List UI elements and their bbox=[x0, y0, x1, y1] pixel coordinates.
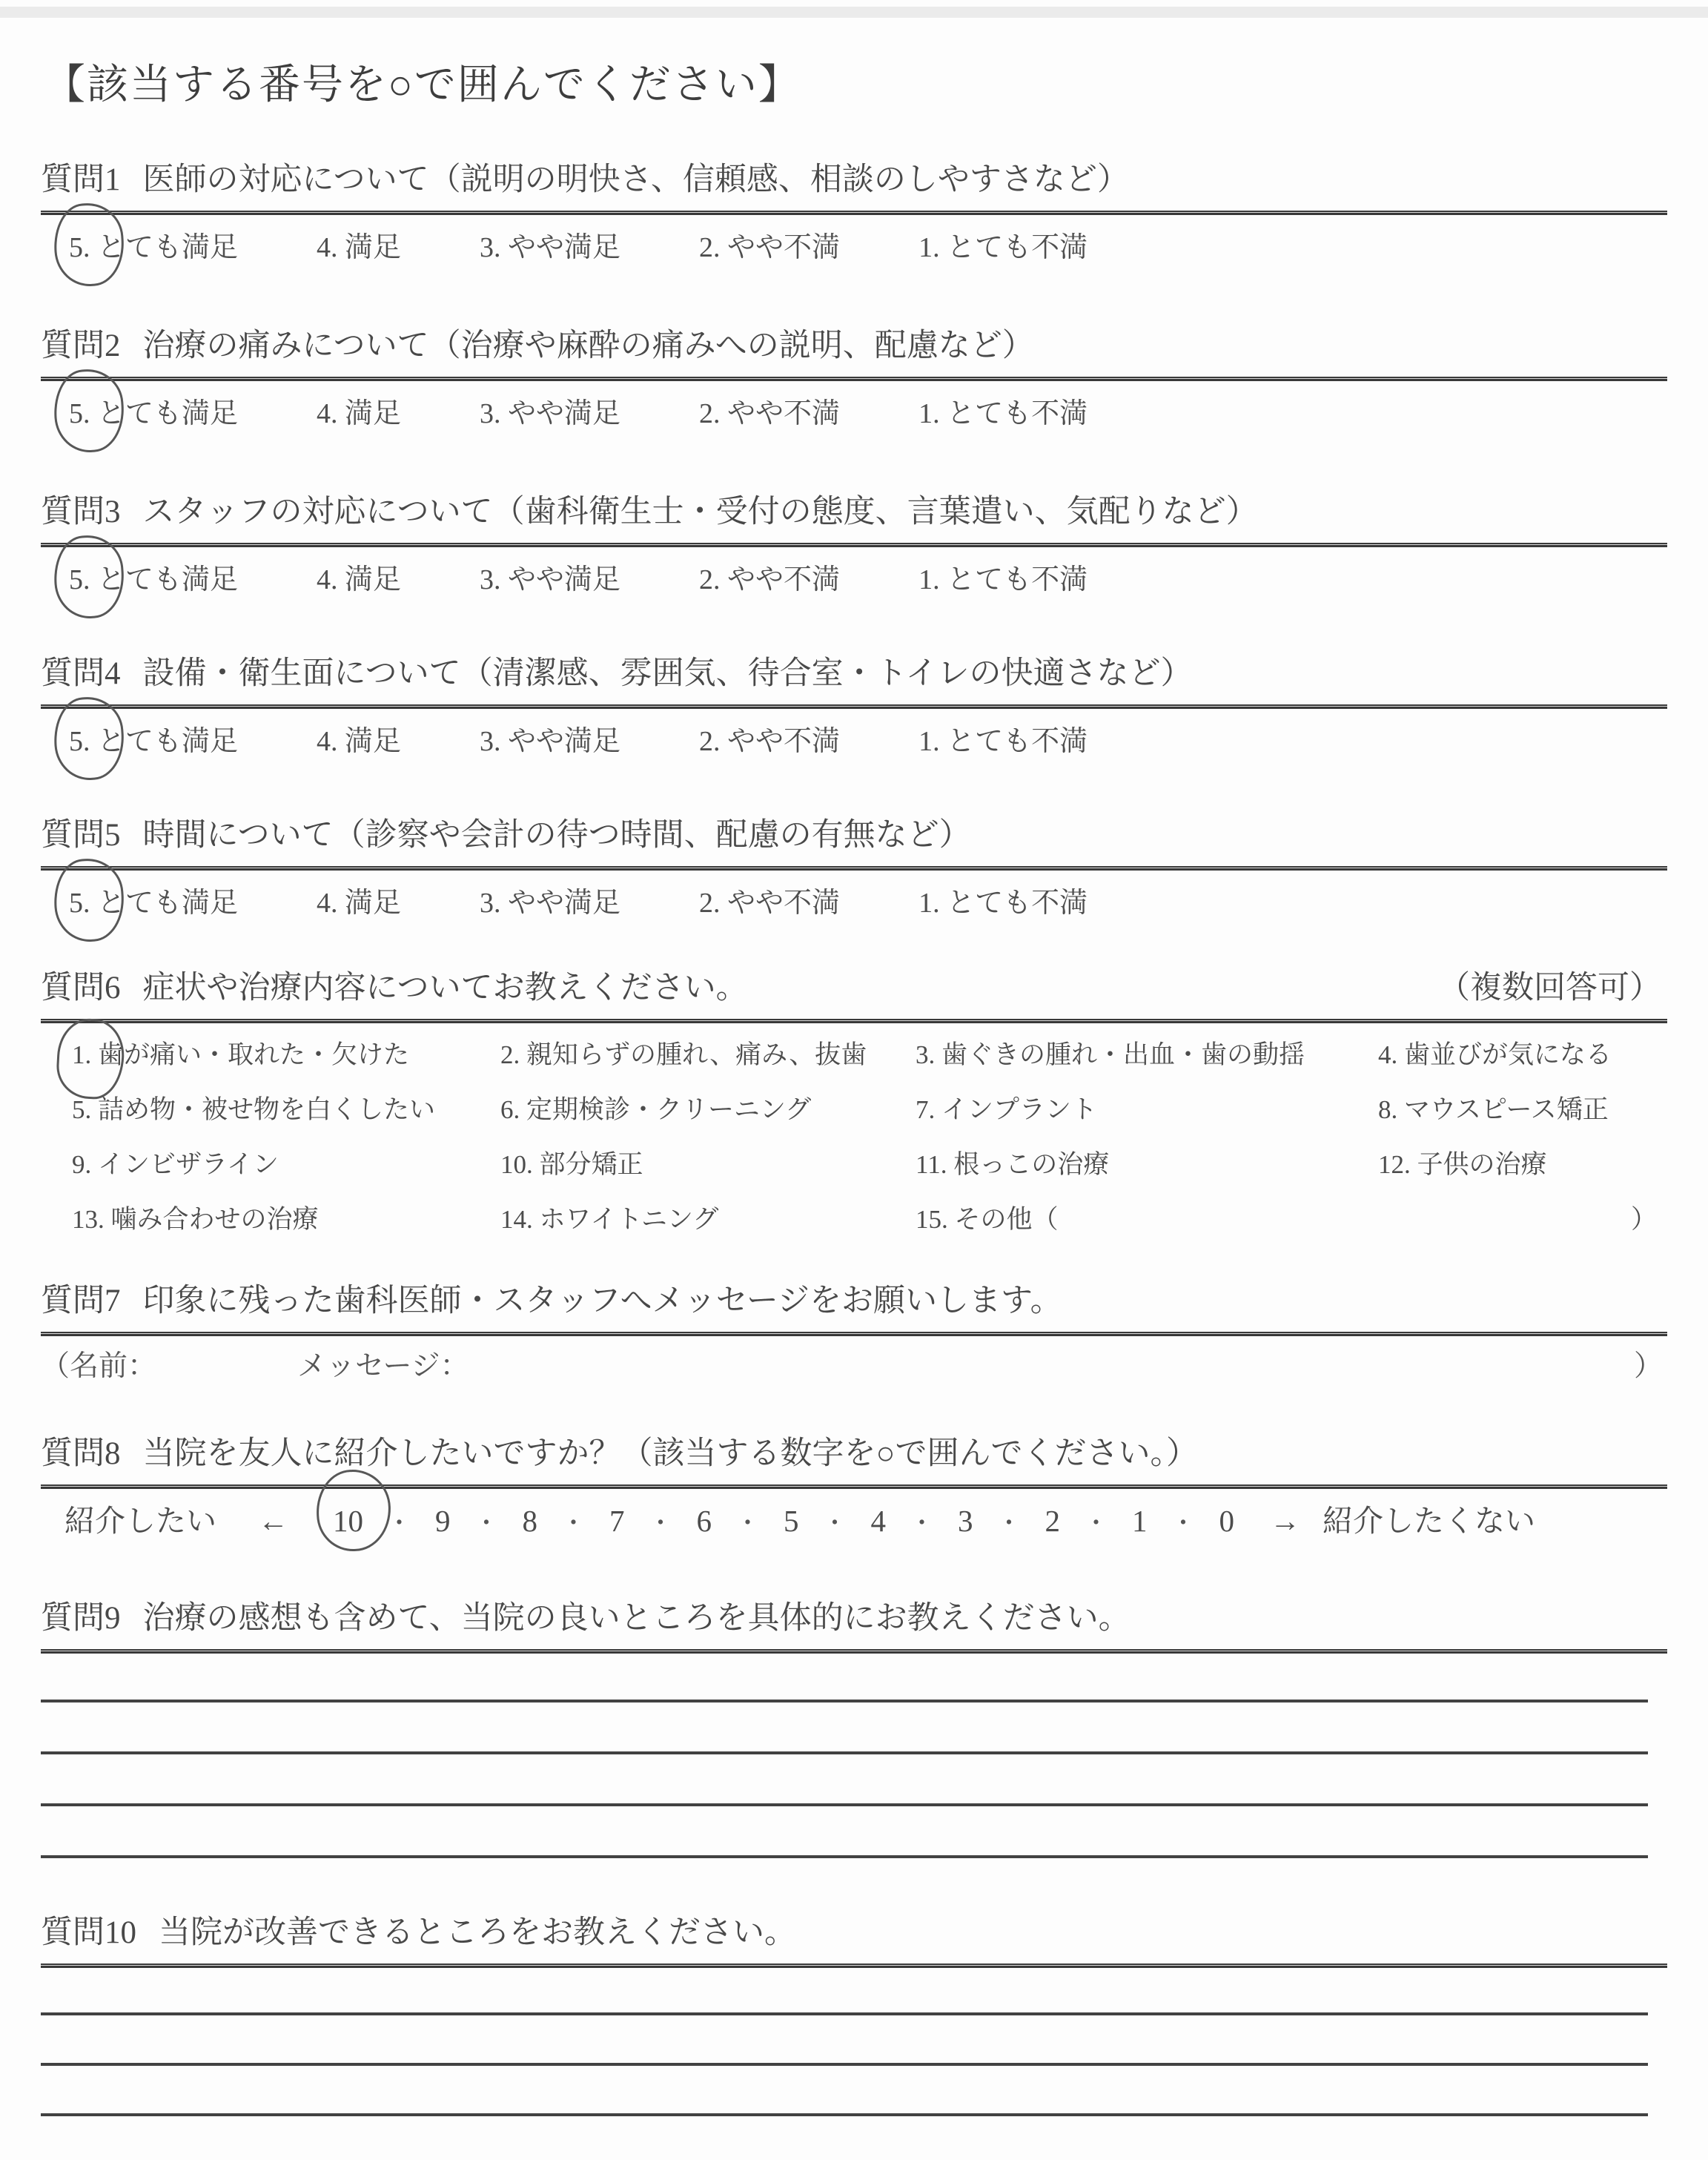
question-8-heading bbox=[41, 1433, 1667, 1476]
question-5-option-3[interactable]: 3. やや満足 bbox=[480, 888, 621, 919]
question-8-right-label: 紹介したくない bbox=[1323, 1504, 1535, 1538]
option-text: 5. とても満足 bbox=[69, 398, 239, 429]
question-7-title: 印象に残った歯科医師・スタッフへメッセージをお願いします。 bbox=[142, 1284, 1062, 1318]
question-9-answer-line-1[interactable] bbox=[41, 1700, 1648, 1702]
question-5-option-4[interactable]: 4. 満足 bbox=[317, 888, 402, 919]
question-8-scale-row bbox=[41, 1501, 1667, 1544]
question-5-heading bbox=[41, 814, 1667, 857]
question-6-multi-answer-note: （複数回答可） bbox=[1438, 971, 1661, 1005]
question-8-score-1[interactable]: 1 bbox=[1132, 1504, 1148, 1538]
scale-dot: ・ bbox=[648, 1510, 673, 1537]
question-7-heading bbox=[41, 1280, 1667, 1323]
question-6-title: 症状や治療内容についてお教えください。 bbox=[142, 971, 748, 1005]
question-10-answer-line-2[interactable] bbox=[41, 2063, 1648, 2066]
question-3-title: スタッフの対応について（歯科衛生士・受付の態度、言葉遣い、気配りなど） bbox=[142, 495, 1258, 529]
question-3-option-3[interactable]: 3. やや満足 bbox=[480, 564, 621, 595]
question-3-rule bbox=[41, 543, 1667, 547]
right-arrow-icon: → bbox=[1270, 1504, 1300, 1538]
question-6-other-close-paren: ） bbox=[1630, 1205, 1657, 1234]
question-5-option-2[interactable]: 2. やや不満 bbox=[699, 888, 841, 919]
question-6-choice-7[interactable]: 7. インプラント bbox=[916, 1095, 1098, 1124]
scale-dot: ・ bbox=[735, 1510, 760, 1537]
question-8-label: 質問8 bbox=[41, 1436, 121, 1471]
question-1-rule bbox=[41, 211, 1667, 215]
question-6-choices bbox=[41, 1038, 1667, 1237]
question-4-title: 設備・衛生面について（清潔感、雰囲気、待合室・トイレの快適さなど） bbox=[142, 656, 1193, 691]
question-8-score-4[interactable]: 4 bbox=[870, 1504, 886, 1538]
question-2-label: 質問2 bbox=[41, 328, 121, 363]
question-4-option-1[interactable]: 1. とても不満 bbox=[918, 726, 1088, 757]
question-7-name-field-label: （名前： bbox=[41, 1350, 157, 1382]
question-7-answer-space[interactable] bbox=[469, 1348, 1634, 1385]
question-6-heading bbox=[41, 967, 1667, 1010]
question-8-score-0[interactable]: 0 bbox=[1219, 1504, 1234, 1538]
question-3-label: 質問3 bbox=[41, 495, 121, 529]
question-4-options bbox=[41, 722, 1667, 761]
question-6-rule bbox=[41, 1019, 1667, 1023]
question-8 bbox=[41, 1433, 1667, 1544]
question-6-choice-9[interactable]: 9. インビザライン bbox=[72, 1150, 279, 1179]
question-6-choice-3[interactable]: 3. 歯ぐきの腫れ・出血・歯の動揺 bbox=[916, 1040, 1305, 1069]
question-6-choice-5[interactable]: 5. 詰め物・被せ物を白くしたい bbox=[72, 1095, 436, 1124]
question-1-title: 医師の対応について（説明の明快さ、信頼感、相談のしやすさなど） bbox=[142, 162, 1129, 197]
question-8-score-2[interactable]: 2 bbox=[1045, 1504, 1060, 1538]
scale-dot: ・ bbox=[996, 1510, 1022, 1537]
question-9-rule bbox=[41, 1649, 1667, 1654]
question-7-rule bbox=[41, 1332, 1667, 1336]
question-8-score-5[interactable]: 5 bbox=[784, 1504, 799, 1538]
question-7-message-field-label: メッセージ： bbox=[297, 1350, 469, 1382]
question-10-answer-line-1[interactable] bbox=[41, 2012, 1648, 2015]
question-7-label: 質問7 bbox=[41, 1284, 121, 1318]
question-10-answer-line-3[interactable] bbox=[41, 2113, 1648, 2116]
question-5-label: 質問5 bbox=[41, 818, 121, 853]
question-7 bbox=[41, 1280, 1667, 1385]
question-4-option-5[interactable] bbox=[69, 722, 238, 761]
question-5-options bbox=[41, 884, 1667, 922]
scale-dot: ・ bbox=[1171, 1510, 1196, 1537]
question-6-choice-12[interactable]: 12. 子供の治療 bbox=[1378, 1150, 1547, 1179]
question-10-label: 質問10 bbox=[41, 1915, 136, 1950]
question-2-rule bbox=[41, 377, 1667, 381]
question-4 bbox=[41, 653, 1667, 761]
question-8-title: 当院を友人に紹介したいですか？（該当する数字を○で囲んでください。） bbox=[142, 1436, 1198, 1471]
form-content bbox=[0, 56, 1708, 2160]
question-2-option-3[interactable]: 3. やや満足 bbox=[480, 398, 621, 429]
question-1-option-2[interactable]: 2. やや不満 bbox=[699, 232, 841, 263]
question-7-answer-row bbox=[41, 1348, 1667, 1385]
question-5-option-5[interactable] bbox=[69, 884, 238, 922]
question-8-score-8[interactable]: 8 bbox=[522, 1504, 537, 1538]
scale-dot: ・ bbox=[910, 1510, 934, 1537]
question-1-option-1[interactable]: 1. とても不満 bbox=[918, 232, 1088, 263]
question-3-option-1[interactable]: 1. とても不満 bbox=[918, 564, 1088, 595]
question-2-option-4[interactable]: 4. 満足 bbox=[317, 398, 402, 429]
question-10-heading bbox=[41, 1912, 1667, 1955]
scale-dot: ・ bbox=[387, 1510, 411, 1537]
question-10-title: 当院が改善できるところをお教えください。 bbox=[159, 1915, 796, 1950]
question-9-answer-line-2[interactable] bbox=[41, 1751, 1648, 1754]
question-3 bbox=[41, 491, 1667, 599]
question-4-option-2[interactable]: 2. やや不満 bbox=[699, 726, 841, 757]
question-6-choice-1[interactable] bbox=[72, 1038, 500, 1072]
question-4-label: 質問4 bbox=[41, 656, 121, 691]
question-9-label: 質問9 bbox=[41, 1601, 121, 1636]
question-6-choice-6[interactable]: 6. 定期検診・クリーニング bbox=[500, 1095, 812, 1124]
question-2 bbox=[41, 325, 1667, 433]
question-5-title: 時間について（診察や会計の待つ時間、配慮の有無など） bbox=[142, 818, 971, 853]
question-10-rule bbox=[41, 1964, 1667, 1968]
question-4-option-3[interactable]: 3. やや満足 bbox=[480, 726, 621, 757]
question-8-score-3[interactable]: 3 bbox=[958, 1504, 973, 1538]
left-arrow-icon: ← bbox=[258, 1504, 288, 1538]
question-3-option-4[interactable]: 4. 満足 bbox=[317, 564, 402, 595]
question-8-score-9[interactable]: 9 bbox=[435, 1504, 451, 1538]
question-3-option-5[interactable] bbox=[69, 561, 238, 599]
question-9 bbox=[41, 1597, 1667, 1858]
question-4-heading bbox=[41, 653, 1667, 696]
question-8-left-label: 紹介したい bbox=[64, 1504, 216, 1538]
question-6-choice-11[interactable]: 11. 根っこの治療 bbox=[916, 1150, 1110, 1179]
scale-dot: ・ bbox=[561, 1510, 586, 1537]
question-2-options bbox=[41, 394, 1667, 433]
option-text: 10 bbox=[333, 1504, 363, 1538]
question-1-option-4[interactable]: 4. 満足 bbox=[317, 232, 402, 263]
option-text: 5. とても満足 bbox=[69, 232, 239, 263]
question-10 bbox=[41, 1912, 1667, 2160]
question-5-option-1[interactable]: 1. とても不満 bbox=[918, 888, 1088, 919]
question-5-rule bbox=[41, 866, 1667, 871]
scale-dot: ・ bbox=[474, 1510, 499, 1537]
question-6-choice-2[interactable]: 2. 親知らずの腫れ、痛み、抜歯 bbox=[500, 1040, 867, 1069]
question-1-label: 質問1 bbox=[41, 162, 121, 197]
question-2-option-2[interactable]: 2. やや不満 bbox=[699, 398, 841, 429]
question-4-option-4[interactable]: 4. 満足 bbox=[317, 726, 402, 757]
question-2-option-1[interactable]: 1. とても不満 bbox=[918, 398, 1088, 429]
question-6-choice-4[interactable]: 4. 歯並びが気になる bbox=[1378, 1040, 1612, 1069]
question-1 bbox=[41, 159, 1667, 267]
question-1-options bbox=[41, 228, 1667, 267]
option-text: 5. とても満足 bbox=[69, 726, 239, 757]
question-3-heading bbox=[41, 491, 1667, 534]
question-3-option-2[interactable]: 2. やや不満 bbox=[699, 564, 841, 595]
option-text: 5. とても満足 bbox=[69, 888, 239, 919]
scale-dot: ・ bbox=[822, 1510, 847, 1537]
question-6-label: 質問6 bbox=[41, 971, 121, 1005]
scan-edge-band bbox=[0, 7, 1708, 18]
question-2-heading bbox=[41, 325, 1667, 368]
question-7-close-paren: ） bbox=[1633, 1350, 1663, 1382]
question-9-heading bbox=[41, 1597, 1667, 1640]
question-9-title: 治療の感想も含めて、当院の良いところを具体的にお教えください。 bbox=[142, 1601, 1131, 1636]
question-6-choice-13[interactable]: 13. 噛み合わせの治療 bbox=[72, 1205, 319, 1234]
question-8-score-7[interactable]: 7 bbox=[609, 1504, 625, 1538]
page-title: 【該当する番号を○で囲んでください】 bbox=[44, 62, 801, 108]
question-6-choice-14[interactable]: 14. ホワイトニング bbox=[500, 1205, 719, 1234]
question-5 bbox=[41, 814, 1667, 922]
question-6 bbox=[41, 967, 1667, 1237]
question-1-option-3[interactable]: 3. やや満足 bbox=[480, 232, 621, 263]
question-1-heading bbox=[41, 159, 1667, 202]
question-4-rule bbox=[41, 704, 1667, 709]
question-9-answer-line-3[interactable] bbox=[41, 1803, 1648, 1806]
question-2-title: 治療の痛みについて（治療や麻酔の痛みへの説明、配慮など） bbox=[142, 328, 1034, 363]
question-9-answer-line-4[interactable] bbox=[41, 1855, 1648, 1858]
option-text: 1. 歯が痛い・取れた・欠けた bbox=[72, 1040, 410, 1069]
question-3-options bbox=[41, 561, 1667, 599]
question-8-score-10[interactable] bbox=[333, 1501, 363, 1541]
scale-dot: ・ bbox=[1084, 1510, 1108, 1537]
question-6-choice-8[interactable]: 8. マウスピース矯正 bbox=[1378, 1095, 1609, 1124]
question-6-choice-15-other[interactable]: 15. その他（ bbox=[916, 1205, 1059, 1234]
question-2-option-5[interactable] bbox=[69, 394, 238, 433]
question-8-rule bbox=[41, 1484, 1667, 1489]
question-6-choice-10[interactable]: 10. 部分矯正 bbox=[500, 1150, 643, 1179]
question-8-score-6[interactable]: 6 bbox=[696, 1504, 712, 1538]
option-text: 5. とても満足 bbox=[69, 564, 239, 595]
question-1-option-5[interactable] bbox=[69, 228, 238, 267]
